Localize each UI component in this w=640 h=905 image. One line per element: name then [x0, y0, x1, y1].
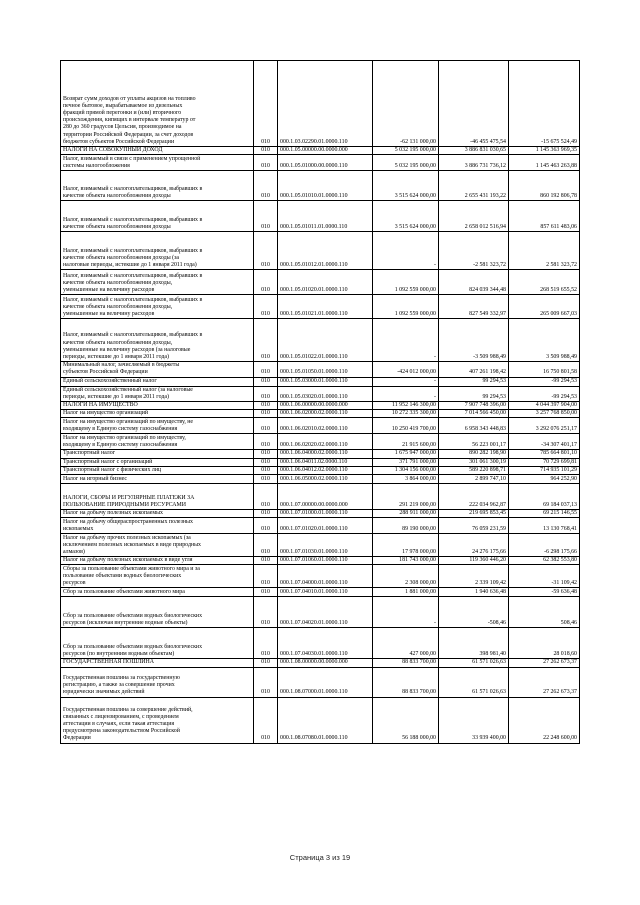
row-budget-code-cell: 000.1.05.01021.01.0000.110 [278, 295, 373, 319]
row-budget-code-cell: 000.1.07.04020.01.0000.110 [278, 597, 373, 628]
row-executed-cell: 301 061 300,19 [439, 458, 509, 466]
table-row [61, 402, 580, 410]
row-line-code-cell: 010 [254, 484, 278, 510]
row-budget-code-cell: 000.1.06.02010.02.0000.110 [278, 418, 373, 434]
row-approved-cell: 10 272 335 300,00 [373, 410, 439, 418]
row-unexecuted-cell: -59 636,48 [509, 588, 580, 597]
row-budget-code-cell: 000.1.05.03000.01.0000.110 [278, 377, 373, 386]
row-unexecuted-cell: -99 294,53 [509, 377, 580, 386]
row-unexecuted-cell: 2 581 323,72 [509, 232, 580, 270]
row-line-code-cell: 010 [254, 597, 278, 628]
row-budget-code-cell: 000.1.06.04000.02.0000.110 [278, 450, 373, 458]
row-line-code-cell: 010 [254, 270, 278, 295]
row-unexecuted-cell: -31 109,42 [509, 565, 580, 588]
row-approved-cell: -62 131 000,00 [373, 61, 439, 147]
row-approved-cell: 1 092 559 000,00 [373, 295, 439, 319]
row-approved-cell: 11 952 146 300,00 [373, 402, 439, 410]
row-name-cell: Сборы за пользование объектами животного мира и за пользование объектами водных биологических ресурсов [61, 565, 254, 588]
row-budget-code-cell: 000.1.05.01010.01.0000.110 [278, 171, 373, 201]
row-line-code-cell: 010 [254, 628, 278, 659]
row-name-cell: Сбор за пользование объектами водных биологических ресурсов (по внутренним водным объектам) [61, 628, 254, 659]
row-approved-cell: 1 092 559 000,00 [373, 270, 439, 295]
row-executed-cell: 99 294,53 [439, 377, 509, 386]
row-name-cell: Транспортный налог с физических лиц [61, 466, 254, 474]
row-executed-cell: -508,46 [439, 597, 509, 628]
row-executed-cell: 2 899 747,10 [439, 475, 509, 484]
row-approved-cell: - [373, 377, 439, 386]
row-executed-cell: 61 571 026,63 [439, 667, 509, 697]
row-line-code-cell: 010 [254, 588, 278, 597]
row-line-code-cell: 010 [254, 155, 278, 171]
row-unexecuted-cell: 3 257 768 850,00 [509, 410, 580, 418]
row-name-cell: Единый сельскохозяйственный налог [61, 377, 254, 386]
row-line-code-cell: 010 [254, 418, 278, 434]
row-line-code-cell: 010 [254, 458, 278, 466]
row-budget-code-cell: 000.1.06.05000.02.0000.110 [278, 475, 373, 484]
row-executed-cell: 3 886 831 030,65 [439, 147, 509, 155]
row-approved-cell: 1 881 000,00 [373, 588, 439, 597]
row-budget-code-cell: 000.1.05.03020.01.0000.110 [278, 386, 373, 401]
row-line-code-cell: 010 [254, 402, 278, 410]
row-line-code-cell: 010 [254, 201, 278, 232]
row-name-cell: НАЛОГИ НА ИМУЩЕСТВО [61, 402, 254, 410]
row-executed-cell: 407 261 198,42 [439, 362, 509, 377]
row-unexecuted-cell: 1 145 363 969,35 [509, 147, 580, 155]
row-executed-cell: 33 939 400,00 [439, 697, 509, 743]
row-name-cell: НАЛОГИ НА СОВОКУПНЫЙ ДОХОД [61, 147, 254, 155]
row-approved-cell: 5 032 195 000,00 [373, 147, 439, 155]
row-unexecuted-cell: 3 509 988,49 [509, 319, 580, 362]
row-budget-code-cell: 000.1.07.01030.01.0000.110 [278, 534, 373, 557]
row-unexecuted-cell: 1 145 463 263,88 [509, 155, 580, 171]
row-approved-cell: 3 864 000,00 [373, 475, 439, 484]
table-row [61, 171, 580, 201]
table-row [61, 697, 580, 743]
row-approved-cell: 21 915 600,00 [373, 434, 439, 450]
row-name-cell: Транспортный налог с организаций [61, 458, 254, 466]
row-executed-cell: -2 581 323,72 [439, 232, 509, 270]
table-row [61, 377, 580, 386]
row-name-cell: Государственная пошлина за государственную регистрацию, а также за совершение прочих юридически значимых действий [61, 667, 254, 697]
row-line-code-cell: 010 [254, 557, 278, 565]
row-budget-code-cell: 000.1.06.04011.02.0000.110 [278, 458, 373, 466]
row-approved-cell: - [373, 319, 439, 362]
row-approved-cell: 1 675 947 000,00 [373, 450, 439, 458]
table-row [61, 458, 580, 466]
row-line-code-cell: 010 [254, 659, 278, 667]
row-unexecuted-cell: -34 307 401,17 [509, 434, 580, 450]
row-name-cell: Налог, взимаемый с налогоплательщиков, выбравших в качестве объекта налогообложения доходы, уменьшенные на величину расходов (за налоговые периоды, истекшие до 1 января 2011 года) [61, 319, 254, 362]
row-name-cell: Сбор за пользование объектами животного мира [61, 588, 254, 597]
table-row [61, 659, 580, 667]
row-executed-cell: 827 549 332,97 [439, 295, 509, 319]
row-budget-code-cell: 000.1.07.00000.00.0000.000 [278, 484, 373, 510]
row-name-cell: Налог, взимаемый с налогоплательщиков, выбравших в качестве объекта налогообложения доходы [61, 171, 254, 201]
row-name-cell: Налог, взимаемый с налогоплательщиков, выбравших в качестве объекта налогообложения доходы, уменьшенные на величину расходов [61, 295, 254, 319]
row-budget-code-cell: 000.1.07.01000.01.0000.110 [278, 510, 373, 518]
row-unexecuted-cell: 70 729 699,81 [509, 458, 580, 466]
table-row [61, 557, 580, 565]
row-unexecuted-cell: 69 184 037,13 [509, 484, 580, 510]
table-row [61, 270, 580, 295]
row-name-cell: Налог на игорный бизнес [61, 475, 254, 484]
row-budget-code-cell: 000.1.08.07080.01.0000.110 [278, 697, 373, 743]
row-line-code-cell: 010 [254, 510, 278, 518]
row-line-code-cell: 010 [254, 232, 278, 270]
row-budget-code-cell: 000.1.06.02000.02.0000.110 [278, 410, 373, 418]
row-line-code-cell: 010 [254, 667, 278, 697]
table-row [61, 628, 580, 659]
row-unexecuted-cell: 69 215 146,55 [509, 510, 580, 518]
row-unexecuted-cell: 22 248 600,00 [509, 697, 580, 743]
row-unexecuted-cell: 714 935 101,29 [509, 466, 580, 474]
row-budget-code-cell: 000.1.05.01020.01.0000.110 [278, 270, 373, 295]
row-approved-cell: -424 012 000,00 [373, 362, 439, 377]
row-approved-cell: - [373, 597, 439, 628]
table-row [61, 518, 580, 534]
row-name-cell: Налог на имущество организаций по имуществу, не входящему в Единую систему газоснабжения [61, 418, 254, 434]
row-executed-cell: 2 655 431 193,22 [439, 171, 509, 201]
row-executed-cell: 222 034 962,87 [439, 484, 509, 510]
table-row [61, 319, 580, 362]
row-line-code-cell: 010 [254, 475, 278, 484]
row-name-cell: Единый сельскохозяйственный налог (за налоговые периоды, истекшие до 1 января 2011 года) [61, 386, 254, 401]
row-line-code-cell: 010 [254, 377, 278, 386]
table-row [61, 61, 580, 147]
table-row [61, 597, 580, 628]
table-row [61, 386, 580, 401]
row-budget-code-cell: 000.1.07.04010.01.0000.110 [278, 588, 373, 597]
row-executed-cell: 890 282 198,90 [439, 450, 509, 458]
row-executed-cell: 76 059 231,59 [439, 518, 509, 534]
row-unexecuted-cell: 268 519 655,52 [509, 270, 580, 295]
row-budget-code-cell: 000.1.07.01060.01.0000.110 [278, 557, 373, 565]
row-name-cell: Минимальный налог, зачисляемый в бюджеты субъектов Российской Федерации [61, 362, 254, 377]
row-budget-code-cell: 000.1.05.00000.00.0000.000 [278, 147, 373, 155]
table-row [61, 510, 580, 518]
row-unexecuted-cell: 857 611 483,06 [509, 201, 580, 232]
row-unexecuted-cell: 860 192 806,78 [509, 171, 580, 201]
row-approved-cell: 3 515 624 000,00 [373, 171, 439, 201]
row-unexecuted-cell: 62 382 553,80 [509, 557, 580, 565]
row-unexecuted-cell: 16 750 801,58 [509, 362, 580, 377]
row-approved-cell: 10 250 419 700,00 [373, 418, 439, 434]
row-line-code-cell: 010 [254, 147, 278, 155]
row-line-code-cell: 010 [254, 295, 278, 319]
row-name-cell: Налог на имущество организаций [61, 410, 254, 418]
table-row [61, 450, 580, 458]
row-unexecuted-cell: 508,46 [509, 597, 580, 628]
table-row [61, 201, 580, 232]
row-executed-cell: 6 958 343 448,83 [439, 418, 509, 434]
row-executed-cell: -3 509 988,49 [439, 319, 509, 362]
row-executed-cell: 3 886 731 736,12 [439, 155, 509, 171]
row-budget-code-cell: 000.1.06.00000.00.0000.000 [278, 402, 373, 410]
row-approved-cell: 56 188 000,00 [373, 697, 439, 743]
row-unexecuted-cell: 4 044 397 904,00 [509, 402, 580, 410]
row-budget-code-cell: 000.1.05.01000.00.0000.110 [278, 155, 373, 171]
row-name-cell: НАЛОГИ, СБОРЫ И РЕГУЛЯРНЫЕ ПЛАТЕЖИ ЗА ПОЛЬЗОВАНИЕ ПРИРОДНЫМИ РЕСУРСАМИ [61, 484, 254, 510]
row-budget-code-cell: 000.1.06.02020.02.0000.110 [278, 434, 373, 450]
row-unexecuted-cell: 964 252,90 [509, 475, 580, 484]
row-approved-cell: 181 743 000,00 [373, 557, 439, 565]
row-line-code-cell: 010 [254, 697, 278, 743]
row-line-code-cell: 010 [254, 518, 278, 534]
row-budget-code-cell: 000.1.07.04030.01.0000.110 [278, 628, 373, 659]
row-approved-cell: 5 032 195 000,00 [373, 155, 439, 171]
row-name-cell: Налог, взимаемый с налогоплательщиков, выбравших в качестве объекта налогообложения доходы, уменьшенные на величину расходов [61, 270, 254, 295]
row-name-cell: Налог, взимаемый с налогоплательщиков, выбравших в качестве объекта налогообложения доходы [61, 201, 254, 232]
row-name-cell: Возврат сумм доходов от уплаты акцизов на топливо печное бытовое, вырабатываемое из дизельных фракций прямой перегонки и (или) вторичного происхождения, кипящих в интервале температур от 280 до 360 градусов Цельсия, производимое на территории Российской Федерации, за счет доходов бюджетов субъектов Российской Федерации [61, 61, 254, 147]
table-row [61, 155, 580, 171]
table-row [61, 475, 580, 484]
table-row [61, 295, 580, 319]
revenue-table [60, 60, 580, 744]
row-name-cell: Государственная пошлина за совершение действий, связанных с лицензированием, с проведением аттестации в случаях, если такая аттестация предусмотрена законодательством Российской Федерации [61, 697, 254, 743]
row-approved-cell: 88 833 700,00 [373, 659, 439, 667]
row-budget-code-cell: 000.1.08.07000.01.0000.110 [278, 667, 373, 697]
row-unexecuted-cell: 27 262 673,37 [509, 659, 580, 667]
row-line-code-cell: 010 [254, 171, 278, 201]
row-budget-code-cell: 000.1.08.00000.00.0000.000 [278, 659, 373, 667]
row-name-cell: Транспортный налог [61, 450, 254, 458]
row-line-code-cell: 010 [254, 565, 278, 588]
row-unexecuted-cell: -15 675 524,49 [509, 61, 580, 147]
row-line-code-cell: 010 [254, 362, 278, 377]
revenue-table-body [61, 61, 580, 744]
row-name-cell: Налог на добычу общераспространенных полезных ископаемых [61, 518, 254, 534]
row-name-cell: Налог на добычу полезных ископаемых в виде угля [61, 557, 254, 565]
row-approved-cell: 427 000,00 [373, 628, 439, 659]
row-executed-cell: 824 039 344,48 [439, 270, 509, 295]
row-executed-cell: 398 981,40 [439, 628, 509, 659]
row-approved-cell: 371 791 000,00 [373, 458, 439, 466]
row-name-cell: Налог, взимаемый с налогоплательщиков, выбравших в качестве объекта налогообложения доходы (за налоговые периоды, истекшие до 1 января 2011 года) [61, 232, 254, 270]
table-row [61, 484, 580, 510]
row-executed-cell: 24 276 175,66 [439, 534, 509, 557]
table-row [61, 147, 580, 155]
row-executed-cell: 7 014 566 450,00 [439, 410, 509, 418]
row-executed-cell: 2 658 012 516,94 [439, 201, 509, 232]
row-approved-cell: - [373, 386, 439, 401]
row-line-code-cell: 010 [254, 534, 278, 557]
row-executed-cell: 56 223 001,17 [439, 434, 509, 450]
row-name-cell: Налог на имущество организаций по имуществу, входящему в Единую систему газоснабжения [61, 434, 254, 450]
row-unexecuted-cell: 28 018,60 [509, 628, 580, 659]
row-executed-cell: 99 294,53 [439, 386, 509, 401]
table-row [61, 418, 580, 434]
row-executed-cell: 119 360 446,20 [439, 557, 509, 565]
table-row [61, 434, 580, 450]
row-approved-cell: 89 190 000,00 [373, 518, 439, 534]
row-unexecuted-cell: -99 294,53 [509, 386, 580, 401]
row-line-code-cell: 010 [254, 386, 278, 401]
row-line-code-cell: 010 [254, 410, 278, 418]
row-executed-cell: 589 220 898,71 [439, 466, 509, 474]
page-footer [0, 853, 640, 862]
row-approved-cell: 88 833 700,00 [373, 667, 439, 697]
row-unexecuted-cell: 27 262 673,37 [509, 667, 580, 697]
row-name-cell: ГОСУДАРСТВЕННАЯ ПОШЛИНА [61, 659, 254, 667]
row-budget-code-cell: 000.1.06.04012.02.0000.110 [278, 466, 373, 474]
row-executed-cell: -46 455 475,54 [439, 61, 509, 147]
row-approved-cell: 17 978 000,00 [373, 534, 439, 557]
row-budget-code-cell: 000.1.05.01011.01.0000.110 [278, 201, 373, 232]
row-budget-code-cell: 000.1.05.01012.01.0000.110 [278, 232, 373, 270]
row-approved-cell: 288 911 000,00 [373, 510, 439, 518]
table-row [61, 534, 580, 557]
row-budget-code-cell: 000.1.05.01050.01.0000.110 [278, 362, 373, 377]
row-approved-cell: 291 219 000,00 [373, 484, 439, 510]
row-approved-cell: - [373, 232, 439, 270]
row-budget-code-cell: 000.1.03.02290.01.0000.110 [278, 61, 373, 147]
row-line-code-cell: 010 [254, 450, 278, 458]
table-row [61, 232, 580, 270]
row-executed-cell: 1 940 636,48 [439, 588, 509, 597]
table-row [61, 588, 580, 597]
row-budget-code-cell: 000.1.05.01022.01.0000.110 [278, 319, 373, 362]
row-name-cell: Налог на добычу полезных ископаемых [61, 510, 254, 518]
row-executed-cell: 2 339 109,42 [439, 565, 509, 588]
row-executed-cell: 61 571 026,63 [439, 659, 509, 667]
row-name-cell: Налог на добычу прочих полезных ископаемых (за исключением полезных ископаемых в виде природных алмазов) [61, 534, 254, 557]
row-unexecuted-cell: 785 664 801,10 [509, 450, 580, 458]
row-unexecuted-cell: 3 292 076 251,17 [509, 418, 580, 434]
row-unexecuted-cell: 265 009 667,03 [509, 295, 580, 319]
row-executed-cell: 219 695 853,45 [439, 510, 509, 518]
row-line-code-cell: 010 [254, 61, 278, 147]
row-line-code-cell: 010 [254, 434, 278, 450]
table-row [61, 410, 580, 418]
row-line-code-cell: 010 [254, 319, 278, 362]
row-approved-cell: 1 304 156 000,00 [373, 466, 439, 474]
page-number-label: Страница 3 из 19 [289, 853, 351, 862]
table-row [61, 565, 580, 588]
row-budget-code-cell: 000.1.07.01020.01.0000.110 [278, 518, 373, 534]
row-executed-cell: 7 907 748 396,00 [439, 402, 509, 410]
row-approved-cell: 3 515 624 000,00 [373, 201, 439, 232]
row-approved-cell: 2 308 000,00 [373, 565, 439, 588]
row-name-cell: Сбор за пользование объектами водных биологических ресурсов (исключая внутренние водные объекты) [61, 597, 254, 628]
row-unexecuted-cell: -6 298 175,66 [509, 534, 580, 557]
row-name-cell: Налог, взимаемый в связи с применением упрощенной системы налогообложения [61, 155, 254, 171]
row-line-code-cell: 010 [254, 466, 278, 474]
table-row [61, 466, 580, 474]
row-unexecuted-cell: 13 130 768,41 [509, 518, 580, 534]
table-row [61, 362, 580, 377]
table-row [61, 667, 580, 697]
row-budget-code-cell: 000.1.07.04000.01.0000.110 [278, 565, 373, 588]
